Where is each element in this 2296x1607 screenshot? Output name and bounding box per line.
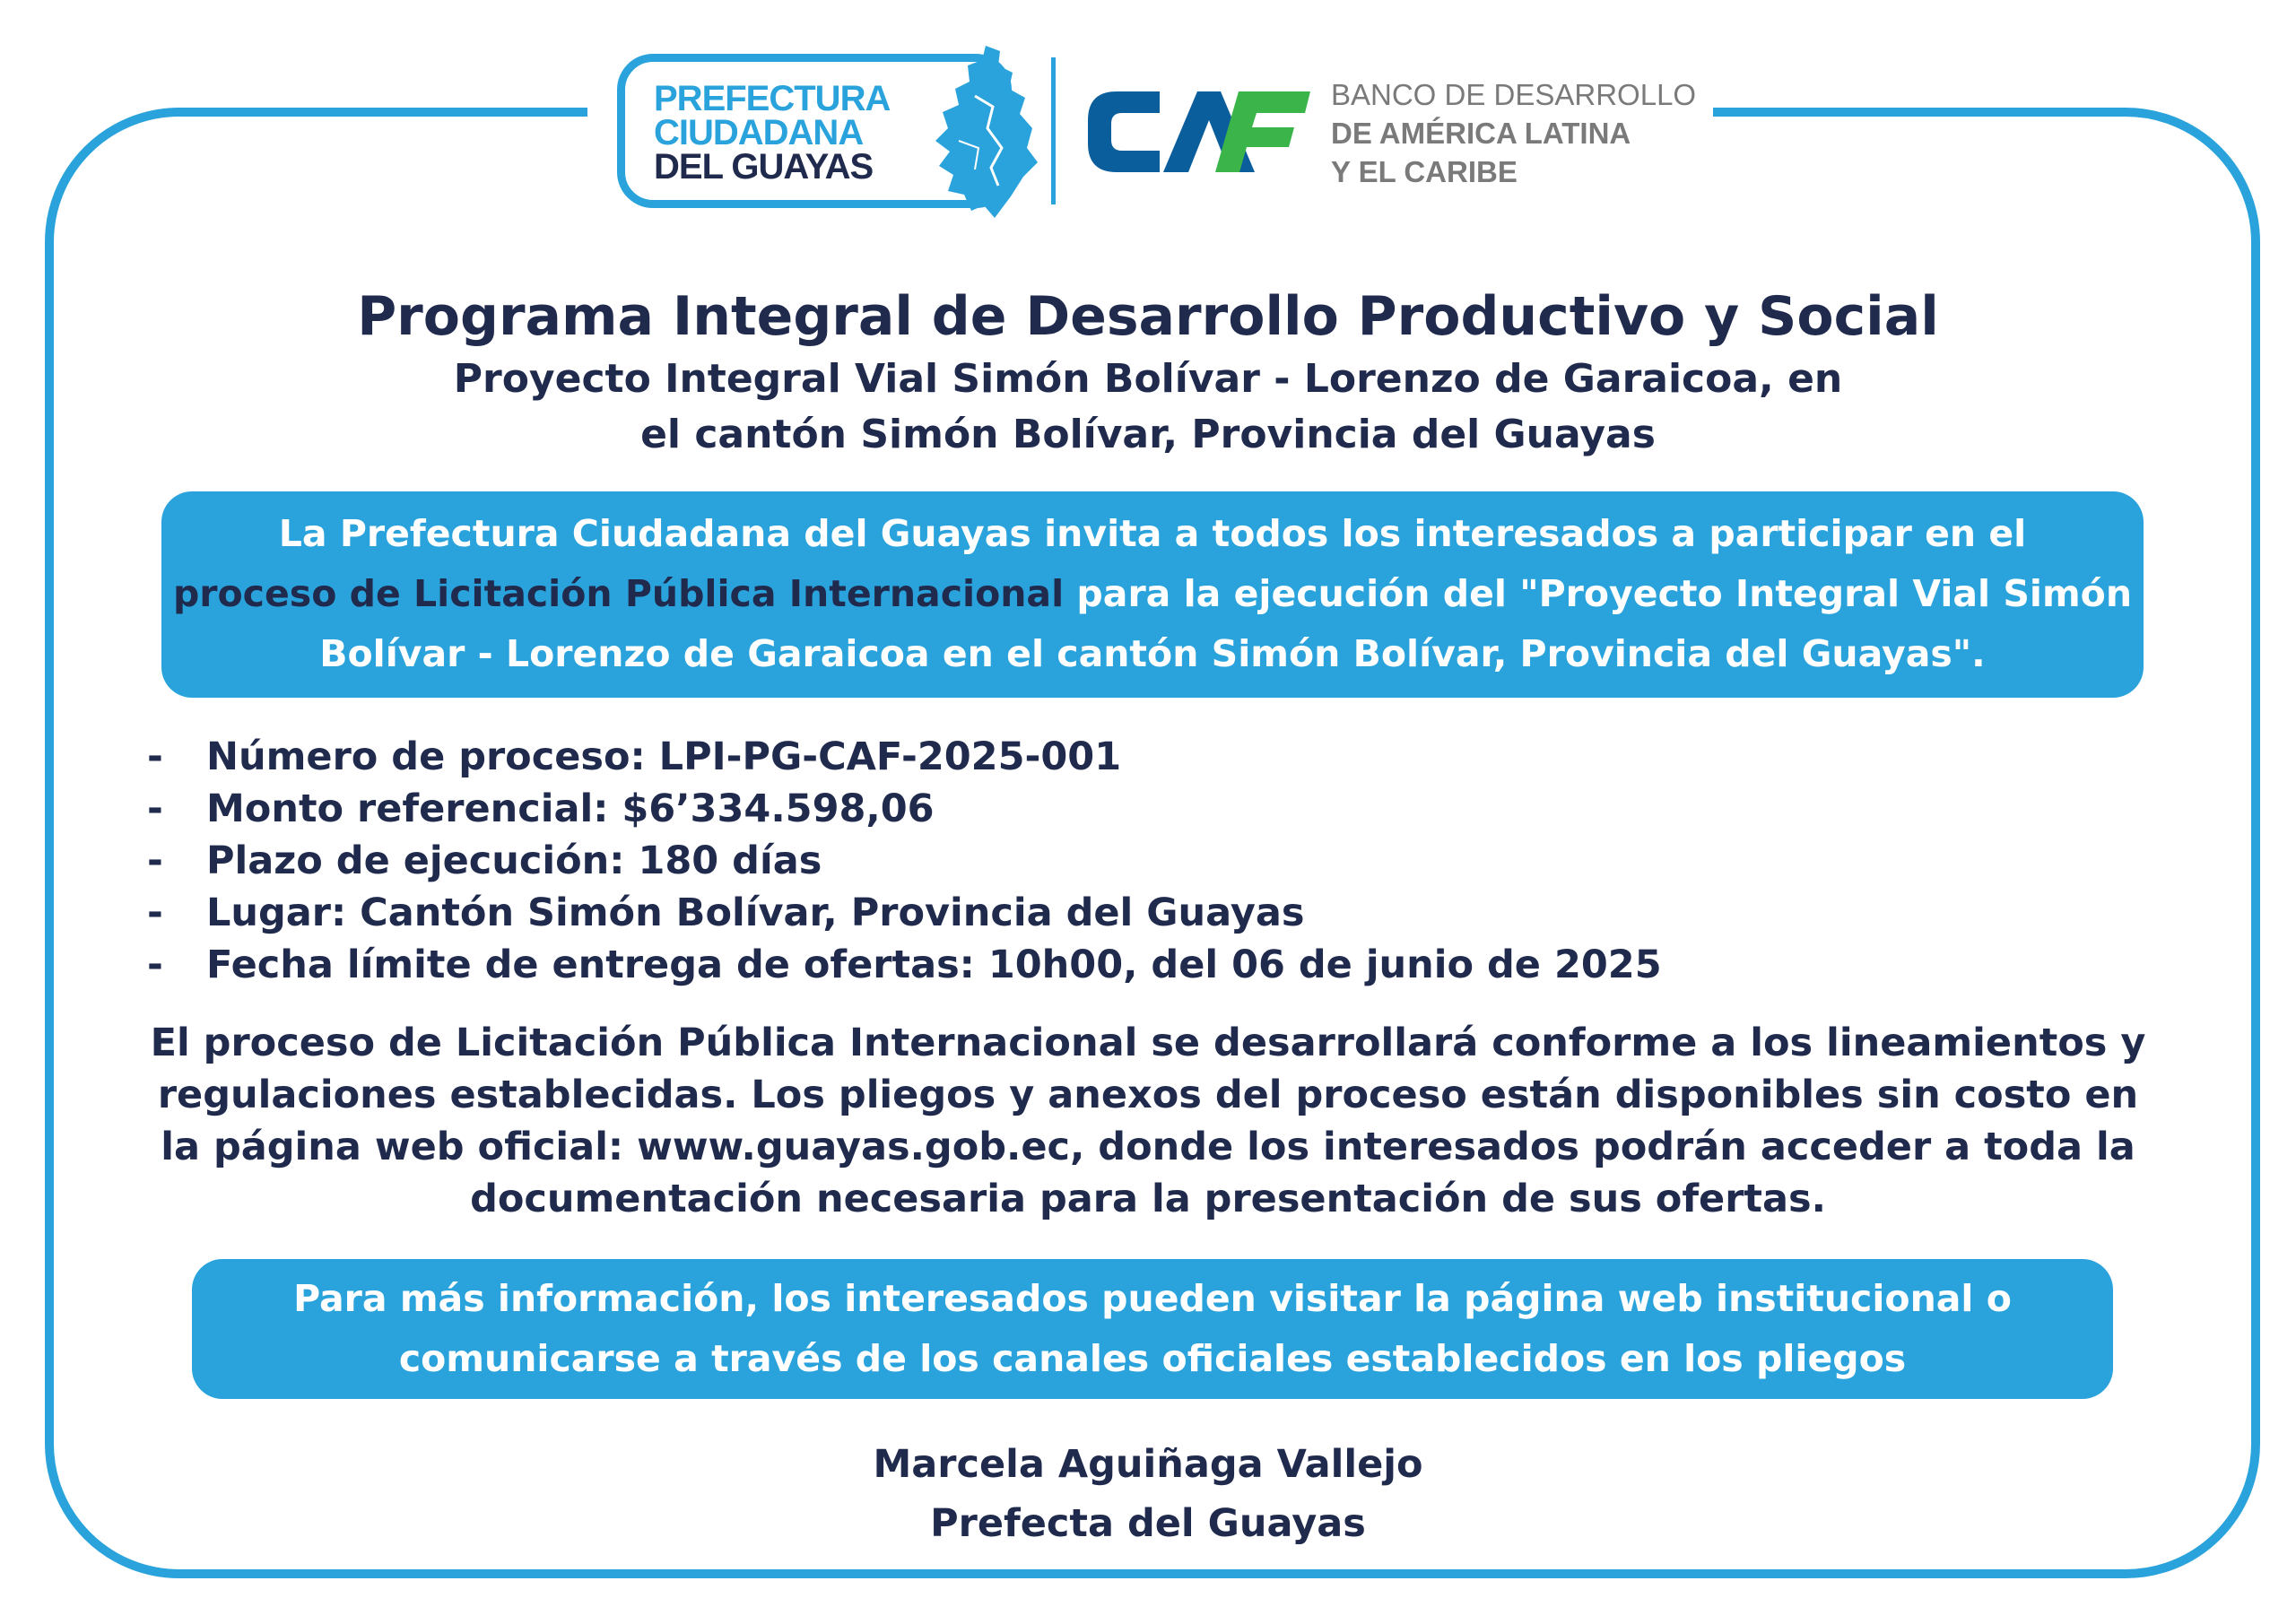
caf-logo-line2: DE AMÉRICA LATINA (1331, 117, 1631, 150)
process-description-rest: se desarrollará conforme a los lineamientos y regulaciones establecidas. Los pliegos y anexos del proceso están disponibles sin costo en la página web oficial: www.guayas.gob.ec, donde los interesados podrán acceder a toda la documentación necesaria para la presentación de sus ofertas. (157, 1021, 2146, 1221)
more-info-panel (192, 1259, 2113, 1399)
detail-reference-amount: - Monto referencial: $6’334.598,06 (144, 783, 2161, 835)
caf-logo-line1: BANCO DE DESARROLLO (1331, 78, 1697, 111)
signature-block (0, 1435, 2296, 1553)
process-description (135, 1017, 2161, 1225)
subtitle-line2: el cantón Simón Bolívar, Provincia del Guayas (640, 412, 1656, 457)
project-subtitle (341, 352, 1955, 463)
process-details-list (144, 731, 2161, 991)
detail-location: - Lugar: Cantón Simón Bolívar, Provincia del Guayas (144, 887, 2161, 939)
prefectura-logo-text (654, 79, 891, 187)
detail-process-number: - Número de proceso: LPI-PG-CAF-2025-001 (144, 731, 2161, 783)
caf-logo-mark (1081, 79, 1314, 185)
detail-deadline: - Fecha límite de entrega de ofertas: 10h00, del 06 de junio de 2025 (144, 939, 2161, 991)
invitation-panel (161, 491, 2144, 698)
signature-name: Marcela Aguiñaga Vallejo (873, 1442, 1423, 1487)
prefectura-logo-line2: CIUDADANA (654, 113, 864, 152)
caf-logo-line3: Y EL CARIBE (1331, 155, 1518, 188)
signature-role: Prefecta del Guayas (930, 1501, 1366, 1546)
prefectura-logo-line1: PREFECTURA (654, 79, 891, 118)
guayas-map-icon (912, 42, 1047, 222)
more-info-line1: Para más información, los interesados pueden visitar la página web institucional o (293, 1277, 2012, 1320)
subtitle-line1: Proyecto Integral Vial Simón Bolívar - Lorenzo de Garaicoa, en (453, 356, 1843, 402)
prefectura-logo-line3: DEL GUAYAS (654, 147, 874, 187)
detail-execution-term: - Plazo de ejecución: 180 días (144, 835, 2161, 887)
caf-logo-text (1331, 75, 1696, 191)
prefectura-logo (617, 54, 1012, 208)
process-description-lead: El proceso de Licitación Pública Internacional (150, 1021, 1138, 1065)
more-info-line2: comunicarse a través de los canales oficiales establecidos en los pliegos (398, 1337, 1907, 1380)
logo-divider (1051, 57, 1056, 204)
invitation-text-start: La Prefectura Ciudadana del Guayas invita a todos los interesados a participar en el (278, 512, 2027, 555)
invitation-emphasis: proceso de Licitación Pública Internacional (172, 572, 1065, 615)
invitation-text-end: para la ejecución del "Proyecto Integral Vial Simón Bolívar - Lorenzo de Garaicoa en el cantón Simón Bolívar, Provincia del Guayas". (319, 572, 2133, 675)
page-title: Programa Integral de Desarrollo Productivo y Social (357, 285, 1939, 348)
